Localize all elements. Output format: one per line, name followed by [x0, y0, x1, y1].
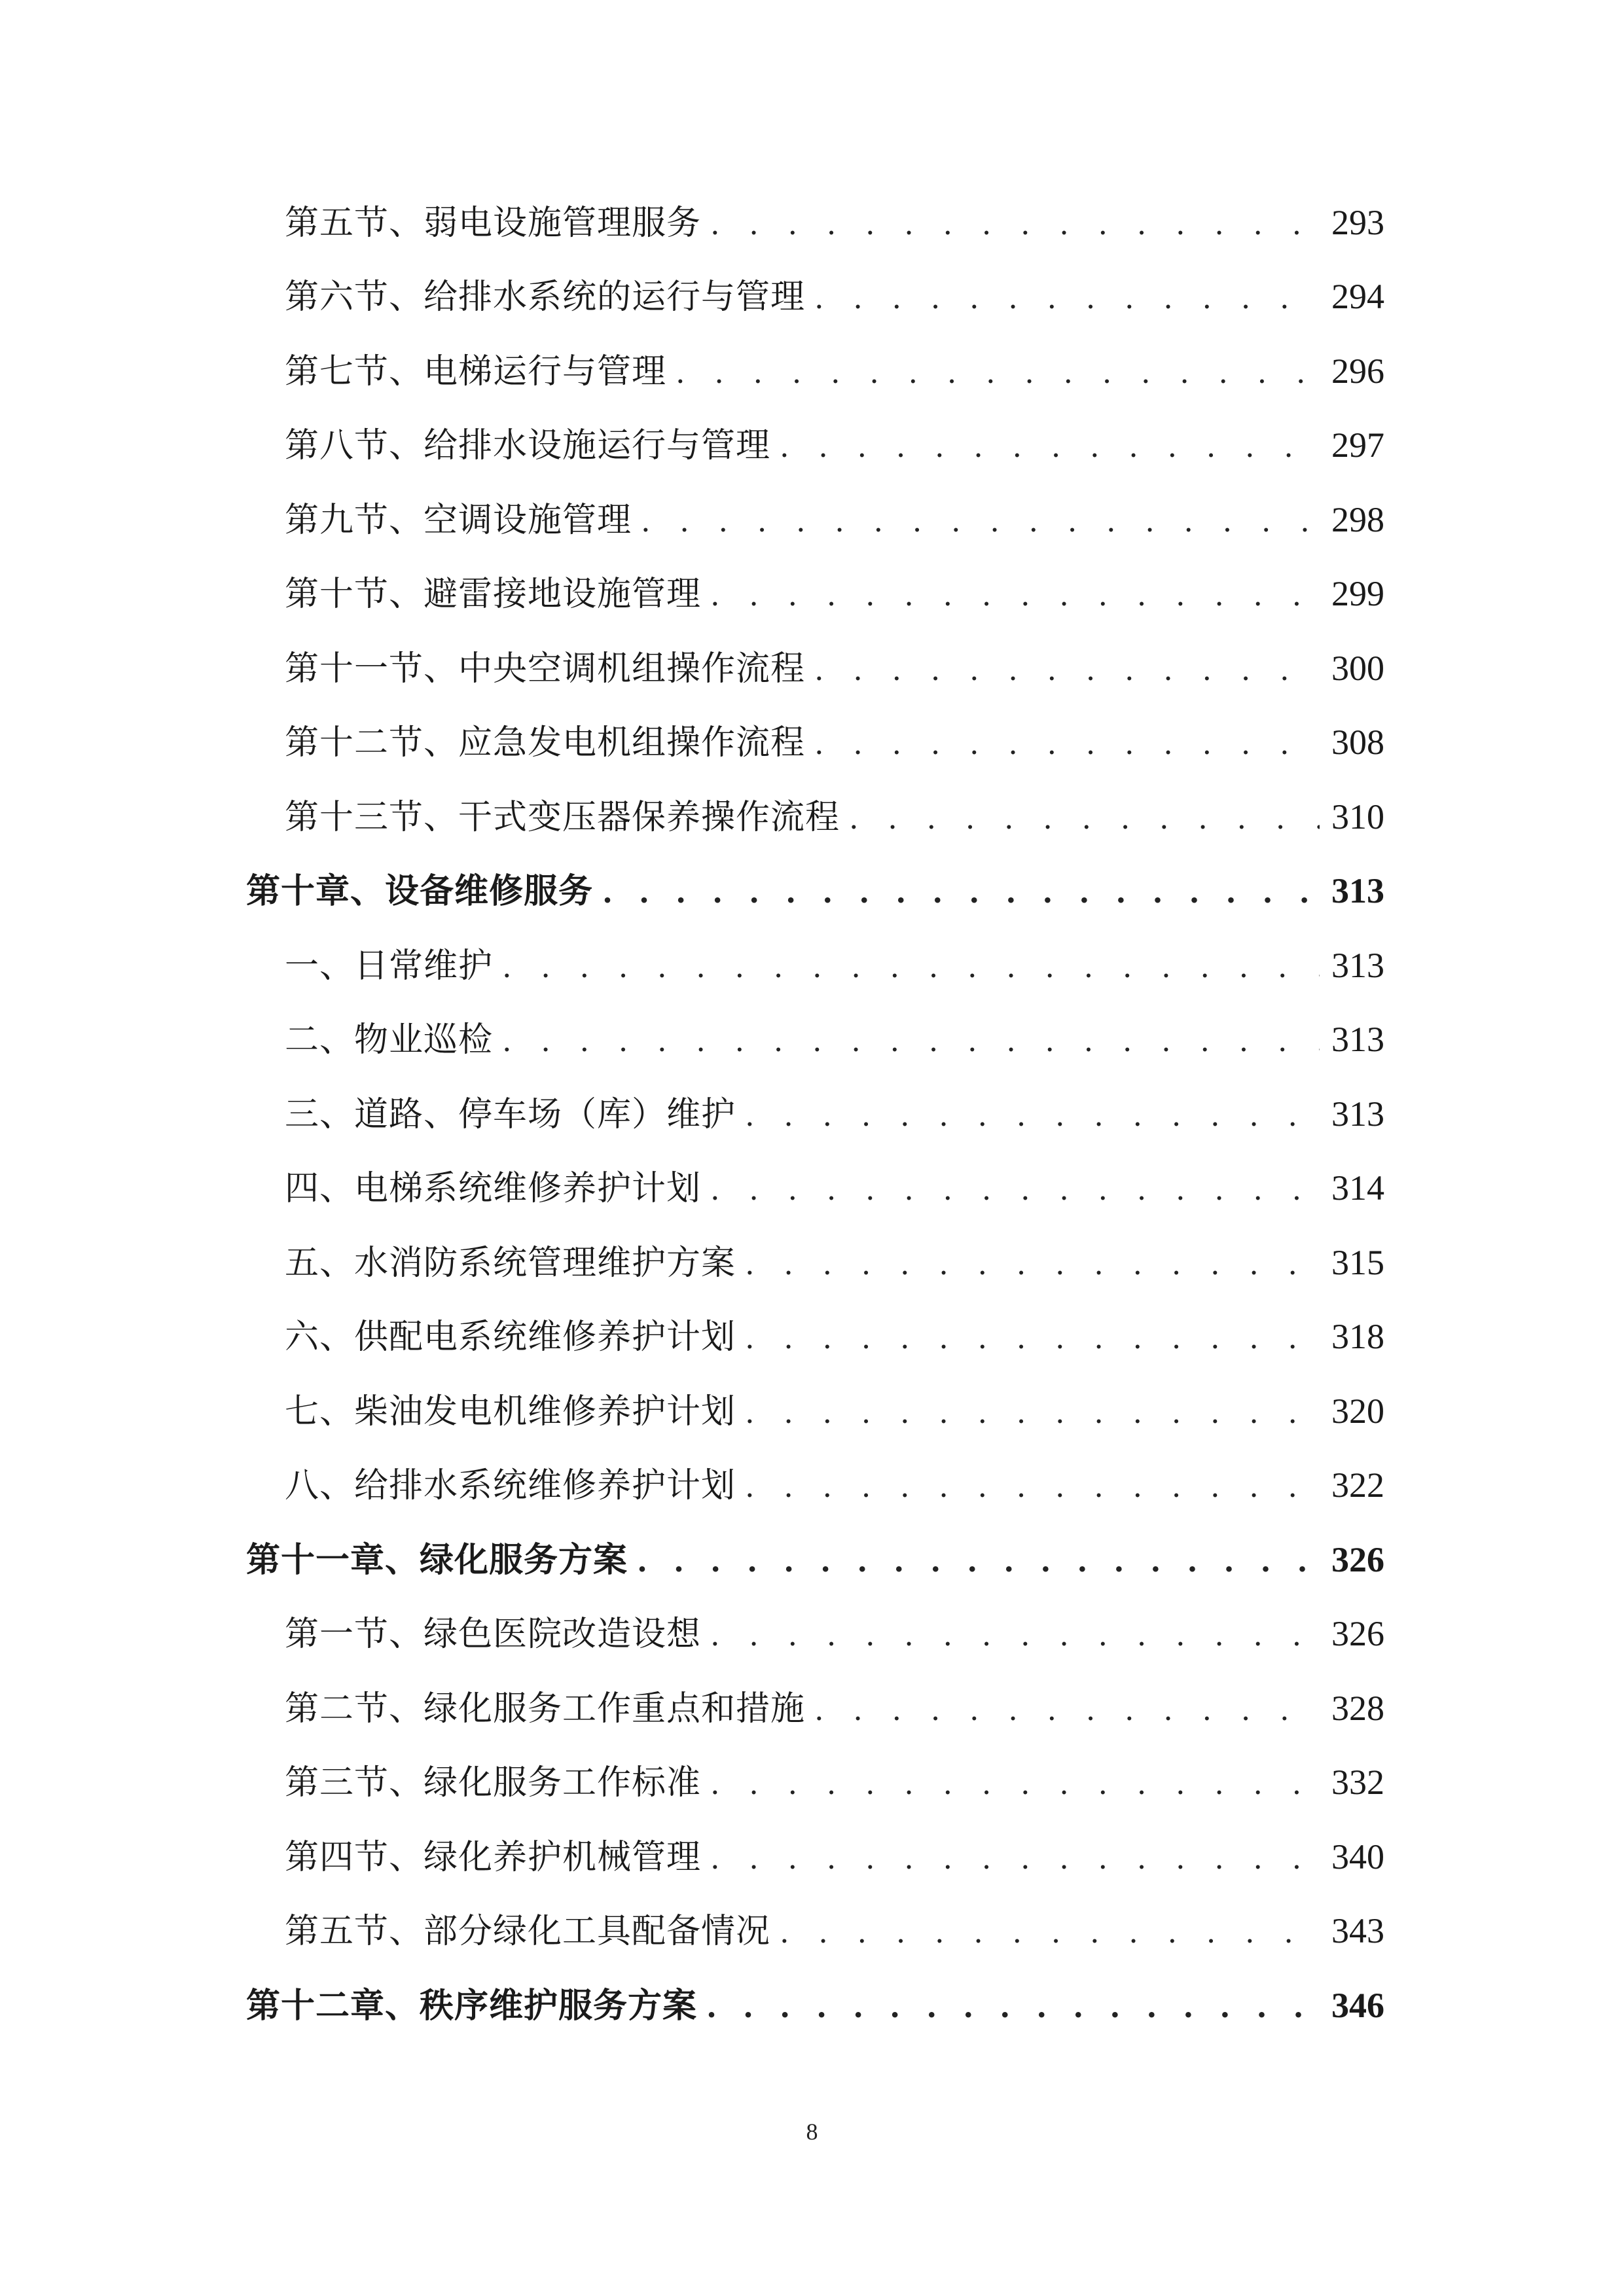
toc-entry-title: 第五节、弱电设施管理服务 [285, 204, 702, 243]
toc-entry-title: 第二节、绿化服务工作重点和措施 [285, 1689, 806, 1729]
toc-entry-title: 第八节、给排水设施运行与管理 [285, 426, 771, 465]
dot-leader [780, 414, 1320, 479]
dot-leader [641, 488, 1320, 554]
toc-entry-title: 第九节、空调设施管理 [285, 501, 632, 540]
toc-entry[interactable] [285, 1452, 1384, 1518]
toc-entry-page: 308 [1331, 723, 1384, 762]
toc-entry-page: 328 [1331, 1689, 1384, 1728]
toc-entry-page: 296 [1331, 351, 1384, 391]
toc-entry[interactable] [285, 1230, 1384, 1295]
toc-entry-page: 310 [1331, 797, 1384, 836]
toc-entry[interactable] [285, 487, 1384, 552]
toc-entry-page: 315 [1331, 1243, 1384, 1282]
dot-leader [676, 340, 1320, 405]
dot-leader [814, 1677, 1320, 1742]
toc-entry[interactable] [285, 1081, 1384, 1147]
toc-entry[interactable] [285, 1155, 1384, 1221]
toc-entry[interactable] [285, 1007, 1384, 1072]
dot-leader [710, 1157, 1320, 1222]
toc-entry[interactable] [285, 190, 1384, 255]
toc-entry-title: 第十三节、干式变压器保养操作流程 [285, 798, 840, 837]
toc-entry-page: 322 [1331, 1465, 1384, 1505]
toc-entry[interactable] [285, 1824, 1384, 1890]
toc-entry-title: 第十一章、绿化服务方案 [246, 1540, 628, 1580]
toc-entry-page: 343 [1331, 1911, 1384, 1950]
toc-entry[interactable] [285, 1749, 1384, 1815]
dot-leader [814, 711, 1320, 776]
toc-entry-page: 313 [1331, 871, 1384, 910]
toc-entry[interactable] [285, 264, 1384, 329]
dot-leader [745, 1305, 1320, 1371]
toc-entry[interactable] [285, 412, 1384, 478]
page-number: 8 [806, 2119, 818, 2145]
toc-entry[interactable] [285, 709, 1384, 775]
dot-leader [849, 785, 1320, 851]
toc-entry[interactable] [285, 561, 1384, 626]
toc-entry-title: 第十章、设备维修服务 [246, 871, 594, 911]
toc-entry-title: 二、物业巡检 [285, 1020, 494, 1060]
toc-chapter-entry[interactable] [246, 1527, 1384, 1592]
toc-entry-title: 第一节、绿色医院改造设想 [285, 1615, 702, 1654]
toc-entry-title: 六、供配电系统维修养护计划 [285, 1318, 736, 1357]
toc-chapter-entry[interactable] [246, 1973, 1384, 2038]
toc-entry-title: 第十节、避雷接地设施管理 [285, 575, 702, 614]
dot-leader [710, 1602, 1320, 1668]
toc-entry-page: 320 [1331, 1391, 1384, 1431]
dot-leader [502, 934, 1320, 999]
toc-entry[interactable] [285, 1898, 1384, 1964]
toc-entry-page: 300 [1331, 649, 1384, 688]
dot-leader [502, 1008, 1320, 1073]
toc-entry-page: 298 [1331, 500, 1384, 539]
toc-entry[interactable] [285, 1676, 1384, 1741]
toc-entry-title: 第六节、给排水系统的运行与管理 [285, 278, 806, 317]
toc-entry[interactable] [285, 784, 1384, 850]
dot-leader [745, 1083, 1320, 1148]
toc-entry-title: 八、给排水系统维修养护计划 [285, 1466, 736, 1505]
toc-entry-title: 第三节、绿化服务工作标准 [285, 1763, 702, 1803]
toc-entry[interactable] [285, 1304, 1384, 1369]
toc-entry-page: 313 [1331, 1094, 1384, 1134]
toc-entry[interactable] [285, 1601, 1384, 1666]
toc-entry-page: 318 [1331, 1317, 1384, 1356]
dot-leader [814, 637, 1320, 702]
toc-entry-page: 297 [1331, 425, 1384, 465]
toc-entry-title: 七、柴油发电机维修养护计划 [285, 1392, 736, 1431]
toc-entry-page: 314 [1331, 1168, 1384, 1208]
toc-entry-title: 第十一节、中央空调机组操作流程 [285, 649, 806, 689]
toc-entry[interactable] [285, 636, 1384, 701]
toc-entry-page: 332 [1331, 1763, 1384, 1802]
dot-leader [637, 1528, 1320, 1594]
toc-entry[interactable] [285, 933, 1384, 998]
toc-entry-title: 第十二章、秩序维护服务方案 [246, 1986, 698, 2026]
toc-entry[interactable] [285, 1378, 1384, 1444]
dot-leader [745, 1231, 1320, 1297]
toc-entry-page: 326 [1331, 1540, 1384, 1579]
toc-entry-title: 第四节、绿化养护机械管理 [285, 1838, 702, 1877]
dot-leader [602, 859, 1320, 925]
dot-leader [710, 191, 1320, 257]
toc-entry-page: 346 [1331, 1986, 1384, 2025]
dot-leader [814, 265, 1320, 331]
toc-entry-page: 313 [1331, 1020, 1384, 1059]
toc-entry-title: 第五节、部分绿化工具配备情况 [285, 1912, 771, 1951]
dot-leader [780, 1899, 1320, 1965]
toc-entry-page: 294 [1331, 277, 1384, 316]
toc-entry-page: 293 [1331, 203, 1384, 242]
toc-entry-title: 四、电梯系统维修养护计划 [285, 1169, 702, 1208]
dot-leader [710, 562, 1320, 628]
toc-entry[interactable] [285, 338, 1384, 404]
toc-entry-page: 313 [1331, 946, 1384, 985]
toc-entry-title: 三、道路、停车场（库）维护 [285, 1095, 736, 1134]
dot-leader [710, 1825, 1320, 1891]
dot-leader [710, 1751, 1320, 1816]
toc-entry-title: 第十二节、应急发电机组操作流程 [285, 723, 806, 762]
toc-entry-title: 第七节、电梯运行与管理 [285, 352, 667, 391]
dot-leader [706, 1974, 1320, 2039]
toc-entry-page: 299 [1331, 574, 1384, 613]
dot-leader [745, 1454, 1320, 1519]
toc-entry-page: 340 [1331, 1837, 1384, 1876]
toc-entry-title: 五、水消防系统管理维护方案 [285, 1244, 736, 1283]
toc-entry-page: 326 [1331, 1614, 1384, 1653]
toc-chapter-entry[interactable] [246, 858, 1384, 924]
dot-leader [745, 1380, 1320, 1445]
toc-entry-title: 一、日常维护 [285, 946, 494, 986]
